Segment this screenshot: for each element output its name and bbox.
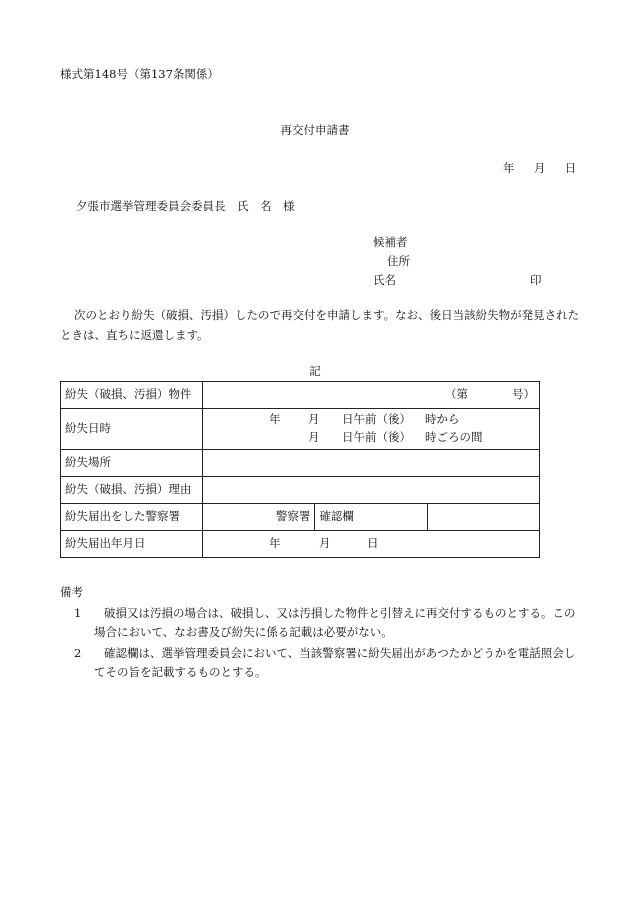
- form-number: 様式第148号（第137条関係）: [60, 67, 219, 81]
- row-place: [61, 450, 540, 477]
- dt2-tail: 時ごろの間: [425, 430, 483, 444]
- date-year: 年: [503, 161, 515, 175]
- datetime-cell: [203, 409, 540, 450]
- label-police: 紛失届出をした警察署: [61, 504, 203, 531]
- rd-day: 日: [367, 536, 379, 550]
- remarks-heading: 備考: [60, 585, 83, 599]
- document-title: 再交付申請書: [280, 123, 350, 137]
- application-table: [60, 381, 540, 558]
- lost-place-cell: [203, 450, 540, 477]
- row-datetime: [61, 409, 540, 450]
- date-line: [503, 162, 576, 176]
- remark-text: 確認欄は、選挙管理委員会において、当該警察署に紛失届出があつたかどうかを電話照会してその旨を記載するものとする。: [94, 645, 576, 679]
- label-lost-place: 紛失場所: [61, 450, 203, 477]
- dt1-ampm: 日午前（後）: [342, 412, 411, 426]
- item-number-close: 号）: [512, 387, 535, 402]
- applicant-name-row: [373, 273, 542, 293]
- remark-number: 1: [74, 605, 82, 620]
- remark-item: [60, 644, 580, 682]
- applicant-role: 候補者: [373, 235, 408, 249]
- applicant-address-label: 住所: [387, 254, 410, 268]
- seal-mark: 印: [530, 273, 542, 287]
- ki-heading: 記: [309, 364, 321, 378]
- dt1-month: 月: [308, 412, 320, 426]
- item-number-open: （第: [445, 387, 468, 402]
- remark-item: [60, 604, 580, 642]
- remark-text: 破損又は汚損の場合は、破損し、又は汚損した物件と引替えに再交付するものとする。この場合において、なお書及び紛失に係る記載は必要がない。: [94, 605, 576, 639]
- row-reason: [61, 477, 540, 504]
- addressee: 夕張市選挙管理委員会委員長 氏 名 様: [76, 199, 295, 213]
- row-item: [61, 382, 540, 409]
- applicant-block: [373, 235, 542, 293]
- remark-number: 2: [74, 645, 82, 660]
- rd-year: 年: [269, 536, 281, 550]
- row-police: [61, 504, 540, 531]
- date-month: 月: [533, 161, 546, 175]
- dt1-year: 年: [269, 412, 281, 426]
- date-day: 日: [564, 161, 577, 175]
- dt2-ampm: 日午前（後）: [342, 430, 411, 444]
- body-paragraph: 次のとおり紛失（破損、汚損）したので再交付を申請します。なお、後日当該紛失物が発見されたときは、直ちに返還します。: [60, 308, 580, 342]
- applicant-name-label: 氏名: [373, 273, 396, 287]
- row-report-date: [61, 531, 540, 558]
- confirm-value-cell: [427, 504, 539, 531]
- label-lost-datetime: 紛失日時: [61, 409, 203, 450]
- dt1-tail: 時から: [425, 412, 460, 426]
- dt2-month: 月: [308, 430, 320, 444]
- rd-month: 月: [319, 536, 331, 550]
- item-number-cell: [203, 382, 540, 409]
- report-date-cell: [203, 531, 540, 558]
- confirm-label-cell: 確認欄: [315, 504, 427, 531]
- label-reason: 紛失（破損、汚損）理由: [61, 477, 203, 504]
- remarks-section: [60, 586, 580, 684]
- label-item: 紛失（破損、汚損）物件: [61, 382, 203, 409]
- police-station-cell: 警察署: [203, 504, 315, 531]
- reason-cell: [203, 477, 540, 504]
- label-report-date: 紛失届出年月日: [61, 531, 203, 558]
